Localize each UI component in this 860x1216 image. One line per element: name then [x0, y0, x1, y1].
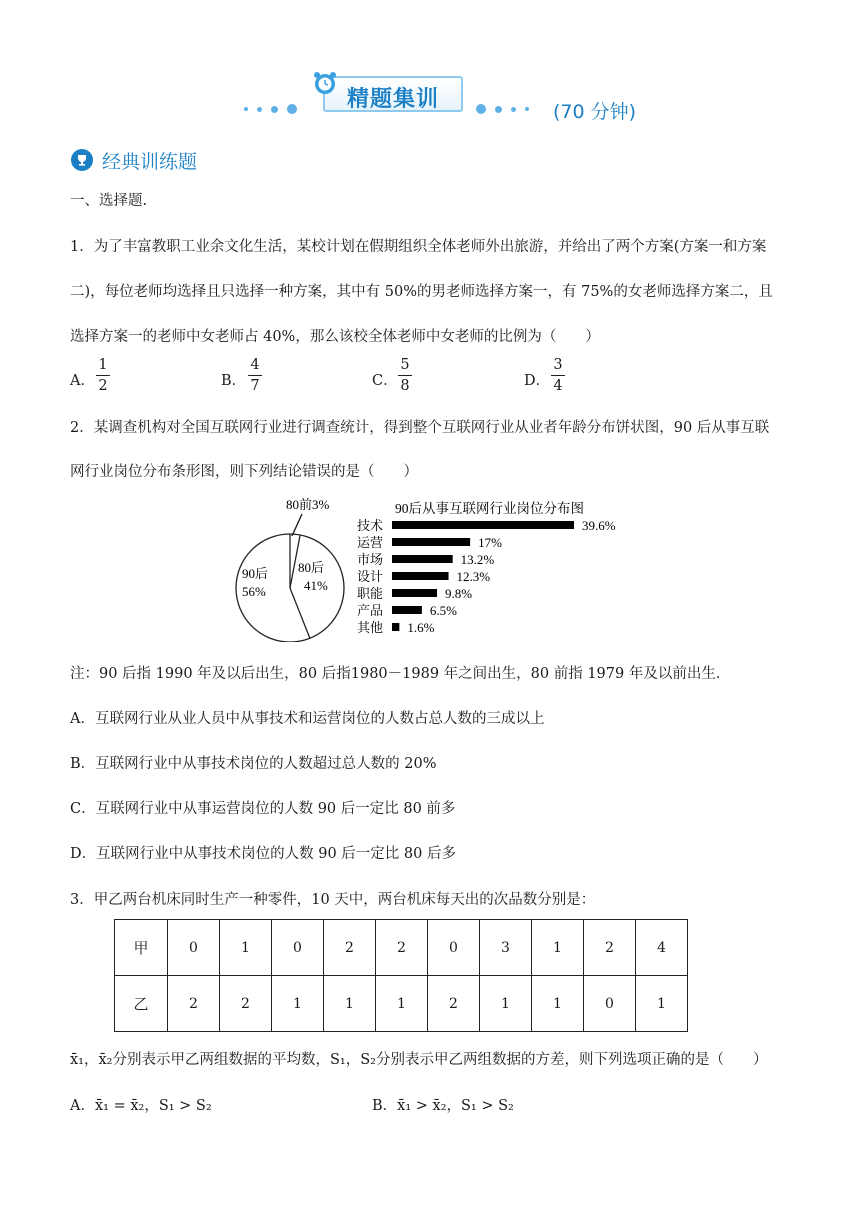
q3-line2: x̄₁，x̄₂分别表示甲乙两组数据的平均数，S₁，S₂分别表示甲乙两组数据的方差，则下列选项正确的是（ ）: [70, 1052, 768, 1068]
table-cell: 1: [636, 976, 688, 1032]
q1-option-b-label: B．: [221, 373, 247, 389]
bar: [392, 606, 422, 614]
bar-category-label: 职能: [357, 586, 384, 601]
bar-category-label: 运营: [357, 535, 384, 550]
table-cell: 2: [584, 920, 636, 976]
header-dots-left: [244, 101, 306, 117]
bar-category-label: 产品: [357, 603, 384, 618]
banner: [323, 76, 463, 112]
table-cell: 0: [272, 920, 324, 976]
table-cell: 1: [376, 976, 428, 1032]
table-cell: 1: [480, 976, 532, 1032]
table-cell: 2: [324, 920, 376, 976]
q2-line1: 2．某调查机构对全国互联网行业进行调查统计，得到整个互联网行业从业者年龄分布饼状图，90 后从事互联: [70, 420, 770, 436]
q1-option-a-label: A．: [70, 373, 95, 389]
table-cell: 0: [428, 920, 480, 976]
alarm-clock-icon: [312, 70, 338, 96]
bar-category-label: 设计: [357, 569, 384, 584]
table-cell: 2: [220, 976, 272, 1032]
q2-note: 注：90 后指 1990 年及以后出生，80 后指1980－1989 年之间出生，80 前指 1979 年及以前出生．: [70, 666, 731, 682]
bar: [392, 623, 399, 631]
table-cell: 1: [532, 976, 584, 1032]
q1-line1: 1．为了丰富教职工业余文化生活，某校计划在假期组织全体老师外出旅游，并给出了两个方案(方案一和方案: [70, 239, 767, 255]
bar-category-label: 市场: [357, 552, 384, 567]
trophy-icon: [70, 148, 94, 172]
q1-option-d-fraction: 3 4: [551, 356, 565, 395]
q1-option-c-fraction: 5 8: [398, 356, 412, 395]
bar: [392, 589, 437, 597]
q1-line3: 选择方案一的老师中女老师占 40%，那么该校全体老师中女老师的比例为（ ）: [70, 329, 600, 345]
q1-line2: 二)，每位老师均选择且只选择一种方案，其中有 50%的男老师选择方案一，有 75%的女老师选择方案二，且: [70, 284, 773, 300]
table-cell: 1: [324, 976, 376, 1032]
q1-option-d-label: D．: [524, 373, 551, 389]
pie-label-90hou: 90后: [242, 566, 269, 581]
bar: [392, 555, 453, 563]
table-cell: 1: [532, 920, 584, 976]
q2-option-c: C．互联网行业中从事运营岗位的人数 90 后一定比 80 前多: [70, 801, 456, 817]
q3-option-a: A．x̄₁ = x̄₂，S₁ > S₂: [70, 1098, 212, 1114]
pie-leader-line: [292, 514, 302, 536]
bar-value-label: 12.3%: [456, 569, 491, 584]
bar-category-label: 技术: [357, 518, 384, 533]
table-cell: 2: [428, 976, 480, 1032]
q1-option-c-label: C．: [372, 373, 398, 389]
banner-title: 精题集训: [346, 87, 439, 112]
bar-value-label: 39.6%: [582, 518, 616, 533]
q3-option-b: B．x̄₁ > x̄₂，S₁ > S₂: [372, 1098, 514, 1114]
pie-value-90hou: 56%: [242, 584, 266, 599]
table-cell: 4: [636, 920, 688, 976]
table-cell: 0: [168, 920, 220, 976]
table-cell: 1: [272, 976, 324, 1032]
header-dots-right: [476, 101, 538, 117]
defect-table: [114, 919, 688, 1032]
duration-label: (70 分钟): [553, 101, 637, 123]
q2-line2: 网行业岗位分布条形图，则下列结论错误的是（ ）: [70, 464, 418, 480]
table-cell: 3: [480, 920, 532, 976]
table-cell: 2: [376, 920, 428, 976]
pie-label-80hou: 80后: [298, 560, 325, 575]
bar: [392, 572, 449, 580]
table-cell: 0: [584, 976, 636, 1032]
q3-line1: 3．甲乙两台机床同时生产一种零件，10 天中，两台机床每天出的次品数分别是：: [70, 892, 596, 908]
bar-value-label: 1.6%: [407, 620, 435, 635]
bar-value-label: 6.5%: [429, 603, 457, 618]
bar-value-label: 9.8%: [445, 586, 473, 601]
q2-option-d: D．互联网行业中从事技术岗位的人数 90 后一定比 80 后多: [70, 846, 456, 862]
q2-option-b: B．互联网行业中从事技术岗位的人数超过总人数的 20%: [70, 756, 437, 772]
q1-option-b-fraction: 4 7: [248, 356, 262, 395]
bar-value-label: 17%: [478, 535, 502, 550]
table-row: [115, 920, 688, 976]
bar-category-label: 其他: [357, 620, 384, 635]
row-header: 甲: [115, 920, 168, 976]
bar-value-label: 13.2%: [460, 552, 495, 567]
age-pie-chart: [220, 494, 360, 642]
q1-option-a-fraction: 1 2: [96, 356, 110, 395]
table-cell: 1: [220, 920, 272, 976]
bar: [392, 521, 574, 529]
q2-option-a: A．互联网行业从业人员中从事技术和运营岗位的人数占总人数的三成以上: [70, 711, 545, 727]
pie-value-80hou: 41%: [304, 578, 328, 593]
job-bar-chart: [355, 496, 655, 644]
bar: [392, 538, 470, 546]
bar-chart-title: 90后从事互联网行业岗位分布图: [395, 501, 584, 516]
table-cell: 2: [168, 976, 220, 1032]
part-heading: 一、选择题.: [70, 193, 148, 209]
row-header: 乙: [115, 976, 168, 1032]
table-row: [115, 976, 688, 1032]
section-title: 经典训练题: [102, 151, 198, 173]
pie-label-80qian: 80前3%: [286, 497, 330, 512]
